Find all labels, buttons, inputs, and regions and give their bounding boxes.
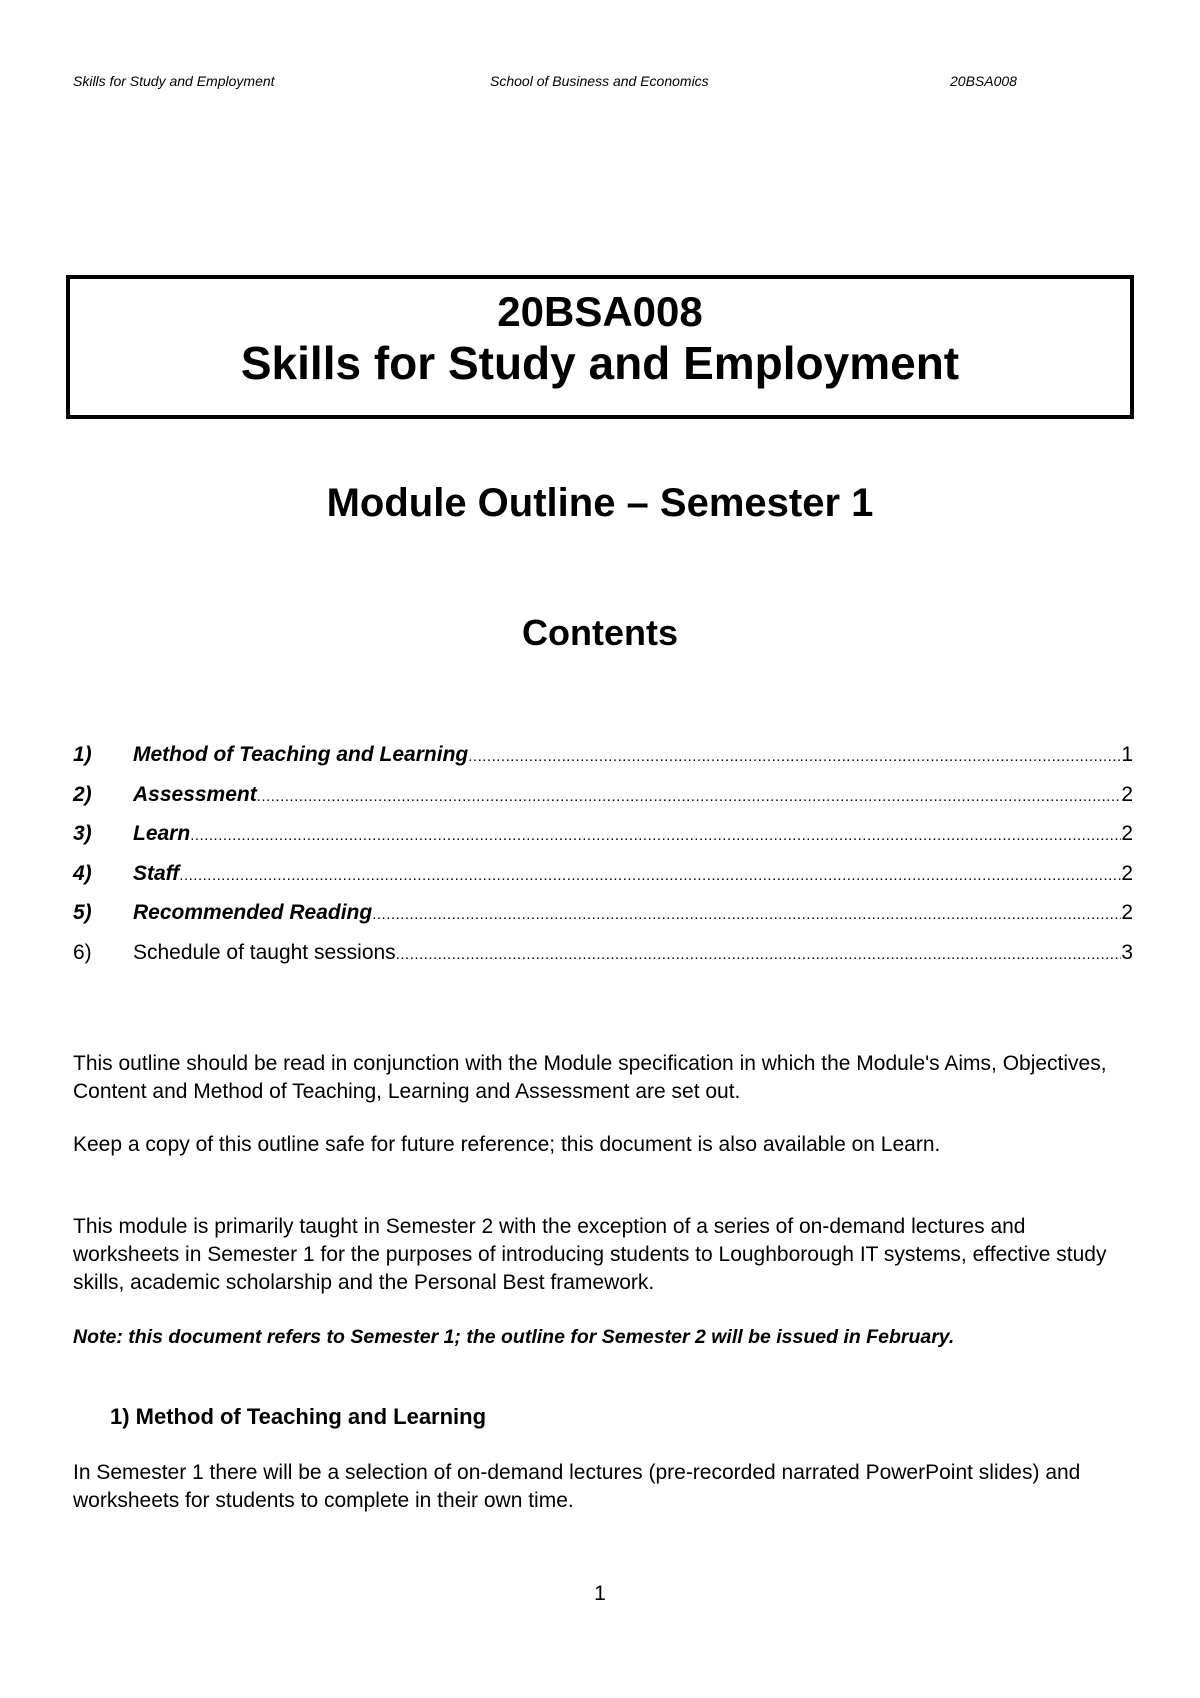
semester-overview-paragraph: This module is primarily taught in Semester 2 with the exception of a series of on-demand lectures and worksheets in Semester 1 for the purposes of introducing students to Loughborough IT systems, effective study skills, academic scholarship and the Personal Best framework. <box>73 1215 1107 1294</box>
toc-item[interactable] <box>73 938 1133 978</box>
title-box <box>66 275 1134 419</box>
contents-heading: Contents <box>522 612 678 653</box>
title-module-code: 20BSA008 <box>497 288 703 335</box>
module-outline-heading: Module Outline – Semester 1 <box>326 481 874 525</box>
toc-item[interactable] <box>73 819 1133 859</box>
toc-leader-dots <box>372 900 1121 930</box>
toc-item[interactable] <box>73 780 1133 820</box>
toc-leader-dots <box>396 940 1122 970</box>
toc-leader-dots <box>179 861 1121 891</box>
toc-item-title: Learn <box>133 822 191 845</box>
toc-item-number: 6) <box>73 940 92 964</box>
toc-item-title: Method of Teaching and Learning <box>133 743 469 766</box>
toc-item-page: 2 <box>1121 822 1133 845</box>
toc-item[interactable] <box>73 859 1133 899</box>
toc-item-page: 2 <box>1121 901 1133 924</box>
toc-item-number: 3) <box>73 822 92 845</box>
toc-leader-dots <box>468 742 1121 772</box>
toc-item[interactable] <box>73 898 1133 938</box>
toc-item-title: Assessment <box>133 782 257 806</box>
toc-item[interactable] <box>73 740 1133 780</box>
semester-note: Note: this document refers to Semester 1; the outline for Semester 2 will be issued in February. <box>73 1326 955 1348</box>
intro-paragraph: This outline should be read in conjunction with the Module specification in which the Module's Aims, Objectives, Content and Method of Teaching, Learning and Assessment are set out. <box>73 1052 1107 1103</box>
toc-item-number: 4) <box>73 861 92 885</box>
toc-item-number: 1) <box>73 743 92 766</box>
header-school-name: School of Business and Economics <box>490 73 709 89</box>
header-module-name: Skills for Study and Employment <box>73 73 275 89</box>
toc-item-number: 2) <box>73 782 92 806</box>
header-module-code: 20BSA008 <box>950 73 1017 89</box>
toc-item-page: 2 <box>1121 782 1133 806</box>
toc-item-title: Schedule of taught sessions <box>133 940 396 964</box>
teaching-learning-paragraph: In Semester 1 there will be a selection of on-demand lectures (pre-recorded narrated PowerPoint slides) and worksheets for students to complete in their own time. <box>73 1461 1081 1512</box>
toc-item-title: Staff <box>133 861 180 885</box>
running-header <box>0 73 1200 93</box>
section-heading-teaching-learning: 1) Method of Teaching and Learning <box>110 1404 487 1429</box>
table-of-contents <box>73 740 1133 977</box>
toc-leader-dots <box>190 821 1121 851</box>
toc-item-page: 2 <box>1121 861 1133 885</box>
toc-leader-dots <box>257 782 1122 812</box>
toc-item-page: 3 <box>1121 940 1133 964</box>
page-number: 1 <box>594 1582 606 1605</box>
copy-reference-paragraph: Keep a copy of this outline safe for future reference; this document is also available on Learn. <box>73 1133 941 1156</box>
toc-item-page: 1 <box>1121 743 1133 766</box>
toc-item-title: Recommended Reading <box>133 901 373 924</box>
toc-item-number: 5) <box>73 901 92 924</box>
title-module-name: Skills for Study and Employment <box>240 337 960 389</box>
